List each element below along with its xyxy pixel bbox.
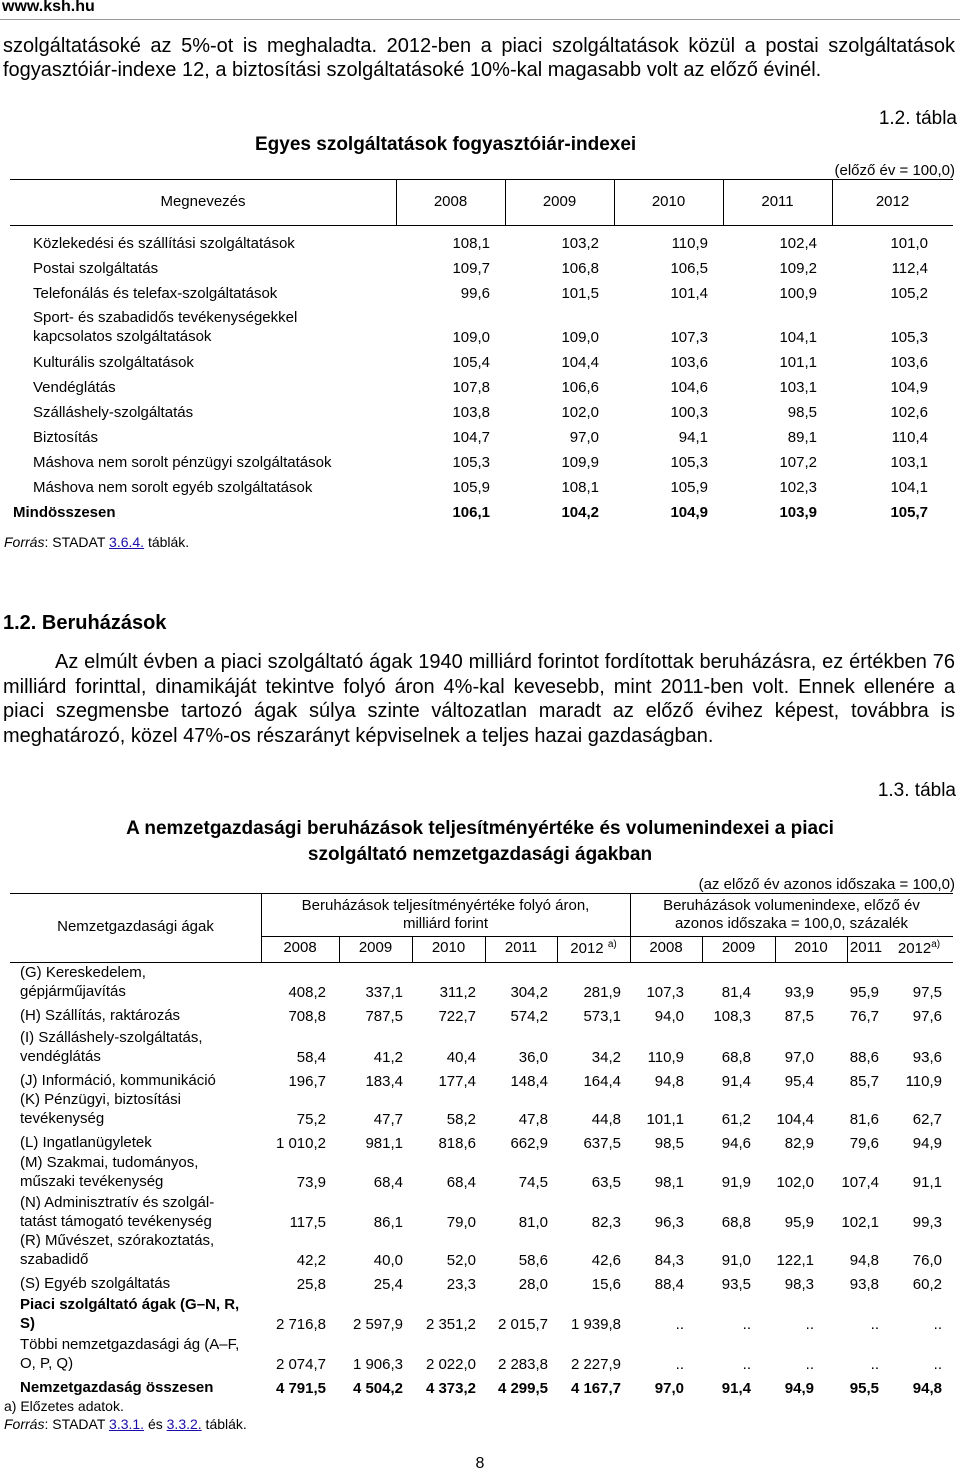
cell: 109,9 — [561, 454, 599, 471]
table1-year: 2010 — [651, 193, 686, 210]
table2-year: 2010 — [794, 939, 828, 956]
table2-footnote: a) Előzetes adatok. — [4, 1398, 124, 1414]
row-label: Máshova nem sorolt pénzügyi szolgáltatások — [33, 454, 332, 471]
cell: 88,4 — [654, 1276, 684, 1293]
table2-col-label: Nemzetgazdasági ágak — [57, 918, 214, 935]
cell: 2 022,0 — [425, 1356, 476, 1373]
cell: 105,3 — [670, 454, 708, 471]
row-label: (I) Szálláshely-szolgáltatás, vendéglátás — [20, 1029, 203, 1065]
row-label: (G) Kereskedelem, gépjárműjavítás — [20, 964, 146, 1000]
group-line: milliárd forint — [402, 915, 489, 932]
cell: 52,0 — [446, 1252, 476, 1269]
cell: 94,1 — [678, 429, 708, 446]
cell: 96,3 — [654, 1214, 684, 1231]
table2-year: 2009 — [721, 939, 756, 956]
cell: 44,8 — [591, 1111, 621, 1128]
cell: 42,6 — [591, 1252, 621, 1269]
cell: 91,4 — [721, 1380, 751, 1397]
cell: 104,4 — [776, 1111, 814, 1128]
table-row — [20, 961, 942, 1001]
stadat-link[interactable]: 3.3.1. — [109, 1416, 145, 1432]
cell: 95,5 — [849, 1380, 879, 1397]
cell: 98,5 — [787, 404, 817, 421]
cell: 177,4 — [438, 1073, 476, 1090]
cell: 637,5 — [583, 1135, 621, 1152]
table2-year: 2010 — [431, 939, 466, 956]
table1-header-rule — [10, 225, 953, 226]
cell: 108,1 — [561, 479, 599, 496]
cell: 1 906,3 — [352, 1356, 403, 1373]
table2-year: 2009 — [358, 939, 393, 956]
cell: 88,6 — [849, 1049, 879, 1066]
cell: 87,5 — [784, 1008, 814, 1025]
cell: 106,6 — [561, 379, 599, 396]
cell: 2 015,7 — [497, 1316, 548, 1333]
year-text: 2012 — [570, 940, 604, 957]
page-number: 8 — [475, 1455, 485, 1472]
cell: 93,6 — [912, 1049, 942, 1066]
table2-unit: (az előző év azonos időszaka = 100,0) — [698, 876, 955, 893]
row-label: (N) Adminisztratív és szolgál-tatást támogató tevékenység — [20, 1194, 215, 1230]
cell: 106,1 — [452, 504, 490, 521]
row-label: Postai szolgáltatás — [33, 260, 159, 277]
cell: 94,8 — [849, 1252, 879, 1269]
cell: 84,3 — [654, 1252, 684, 1269]
cell: 105,4 — [452, 354, 490, 371]
cell: 23,3 — [446, 1276, 476, 1293]
table-row — [10, 252, 928, 277]
cell: 196,7 — [288, 1073, 326, 1090]
cell: 102,0 — [776, 1174, 814, 1191]
cell: 61,2 — [721, 1111, 751, 1128]
row-label: (R) Művészet, szórakoztatás, szabadidő — [20, 1232, 215, 1268]
cell: .. — [675, 1356, 684, 1373]
table2-year: 2011 — [504, 939, 538, 956]
cell: 58,6 — [518, 1252, 548, 1269]
row-label: (S) Egyéb szolgáltatás — [20, 1275, 171, 1292]
table-row — [10, 396, 928, 421]
footnote-marker: a) — [607, 939, 617, 950]
cell: 4 791,5 — [275, 1380, 326, 1397]
cell: 103,1 — [779, 379, 817, 396]
cell: .. — [742, 1316, 751, 1333]
row-label: (H) Szállítás, raktározás — [20, 1007, 181, 1024]
cell: 40,0 — [373, 1252, 403, 1269]
table2-year: 2008 — [283, 939, 317, 956]
cell: 100,3 — [670, 404, 708, 421]
source-prefix: Forrás — [4, 534, 45, 550]
cell: 337,1 — [365, 984, 403, 1001]
cell: 93,8 — [849, 1276, 879, 1293]
cell: 94,0 — [654, 1008, 684, 1025]
cell: 981,1 — [365, 1135, 403, 1152]
table2-year: 2011 — [849, 939, 883, 956]
row-label-text: Sport- és szabadidős tevékenységekkel kapcsolatos szolgáltatások — [33, 309, 298, 345]
cell: 722,7 — [438, 1008, 476, 1025]
table-row — [20, 1333, 942, 1373]
cell: 73,9 — [296, 1174, 326, 1191]
cell: 101,1 — [779, 354, 817, 371]
table2-group-rule — [261, 936, 953, 937]
cell: 98,5 — [654, 1135, 684, 1152]
cell: 787,5 — [365, 1008, 403, 1025]
row-label: Szálláshely-szolgáltatás — [33, 404, 194, 421]
cell: 104,9 — [670, 504, 708, 521]
footnote-marker: a) — [931, 939, 941, 950]
table-row — [10, 346, 928, 371]
table1-year: 2012 — [875, 193, 910, 210]
cell: 107,3 — [646, 984, 684, 1001]
cell: 95,9 — [849, 984, 879, 1001]
source-text: : STADAT — [44, 1416, 110, 1432]
table-row — [20, 1293, 942, 1333]
section-heading: 1.2. Beruházások — [3, 612, 167, 634]
row-label: Biztosítás — [33, 429, 99, 446]
cell: 106,8 — [561, 260, 599, 277]
cell: 102,6 — [890, 404, 928, 421]
table-row — [20, 1001, 942, 1025]
cell: .. — [805, 1316, 814, 1333]
cell: 82,9 — [784, 1135, 814, 1152]
table1-body — [10, 227, 928, 521]
cell: 107,8 — [452, 379, 490, 396]
row-label: Kulturális szolgáltatások — [33, 354, 194, 371]
row-label: Nemzetgazdaság összesen — [20, 1379, 214, 1396]
table-row — [20, 1269, 942, 1293]
cell: 102,0 — [561, 404, 599, 421]
cell: 99,3 — [912, 1214, 942, 1231]
table-total-row — [10, 496, 928, 521]
cell: 103,1 — [890, 454, 928, 471]
cell: 25,4 — [373, 1276, 403, 1293]
cell: 97,0 — [784, 1049, 814, 1066]
cell: 97,6 — [912, 1008, 942, 1025]
cell: 82,3 — [591, 1214, 621, 1231]
cell: 112,4 — [891, 260, 928, 277]
cell: 183,4 — [365, 1073, 403, 1090]
row-label: Telefonálás és telefax-szolgáltatások — [33, 285, 278, 302]
cell: 2 351,2 — [425, 1316, 476, 1333]
cell: 62,7 — [912, 1111, 942, 1128]
site-url[interactable]: www.ksh.hu — [2, 0, 95, 15]
table2-year: 2008 — [649, 939, 683, 956]
cell: .. — [933, 1356, 942, 1373]
cell: 108,3 — [713, 1008, 751, 1025]
cell: 110,9 — [647, 1049, 684, 1066]
table-row — [20, 1025, 942, 1066]
table1-year: 2008 — [433, 193, 468, 210]
cell: 107,4 — [841, 1174, 879, 1191]
year-text: 2012 — [897, 940, 932, 957]
cell: 105,3 — [890, 329, 928, 346]
cell: 99,6 — [460, 285, 490, 302]
cell: 58,4 — [296, 1049, 326, 1066]
cell: 60,2 — [912, 1276, 942, 1293]
cell: 85,7 — [849, 1073, 879, 1090]
table2-title — [60, 816, 900, 868]
source-text: táblák. — [144, 534, 190, 550]
cell: 2 227,9 — [570, 1356, 621, 1373]
cell: 122,1 — [776, 1252, 814, 1269]
cell: 109,0 — [452, 329, 490, 346]
cell: 101,0 — [890, 235, 928, 252]
cell: 41,2 — [373, 1049, 403, 1066]
source-text: táblák. — [201, 1416, 247, 1432]
cell: 93,5 — [721, 1276, 751, 1293]
cell: 818,6 — [438, 1135, 476, 1152]
row-label — [10, 302, 408, 346]
table-row — [10, 302, 928, 346]
cell: 42,2 — [296, 1252, 326, 1269]
cell: 91,1 — [912, 1174, 942, 1191]
cell: 108,1 — [452, 235, 490, 252]
cell: 110,9 — [905, 1073, 942, 1090]
cell: 106,5 — [670, 260, 708, 277]
cell: 81,0 — [518, 1214, 548, 1231]
cell: 98,1 — [654, 1174, 684, 1191]
table2-group2 — [630, 897, 953, 933]
cell: 574,2 — [510, 1008, 548, 1025]
cell: 15,6 — [591, 1276, 621, 1293]
row-label: Piaci szolgáltató ágak (G–N, R, S) — [20, 1296, 240, 1332]
row-label: Máshova nem sorolt egyéb szolgáltatások — [33, 479, 313, 496]
table2-year — [885, 939, 953, 957]
table-row — [10, 227, 928, 252]
cell: 2 283,8 — [497, 1356, 548, 1373]
cell: 105,9 — [670, 479, 708, 496]
table2-title-line: A nemzetgazdasági beruházások teljesítményértéke és volumenindexei a piaci — [126, 818, 834, 839]
cell: 1 010,2 — [275, 1135, 326, 1152]
table2-number: 1.3. tábla — [877, 780, 956, 801]
row-label: (L) Ingatlanügyletek — [20, 1134, 152, 1151]
row-label: Vendéglátás — [33, 379, 116, 396]
row-label: (K) Pénzügyi, biztosítási tevékenység — [20, 1091, 181, 1127]
table-row — [10, 446, 928, 471]
cell: 25,8 — [296, 1276, 326, 1293]
table2-group1 — [261, 897, 630, 933]
cell: 34,2 — [591, 1049, 621, 1066]
cell: 81,6 — [849, 1111, 879, 1128]
group-line: Beruházások teljesítményértéke folyó áron, — [301, 897, 590, 914]
row-label: Többi nemzetgazdasági ág (A–F, O, P, Q) — [20, 1336, 240, 1372]
cell: 91,0 — [721, 1252, 751, 1269]
cell: 101,5 — [561, 285, 599, 302]
cell: 4 167,7 — [570, 1380, 621, 1397]
cell: 97,0 — [654, 1380, 684, 1397]
cell: 662,9 — [510, 1135, 548, 1152]
cell: 2 716,8 — [275, 1316, 326, 1333]
source-text: és — [144, 1416, 167, 1432]
table-row — [20, 1152, 942, 1191]
cell: 93,9 — [784, 984, 814, 1001]
table-row — [20, 1191, 942, 1231]
cell: .. — [675, 1316, 684, 1333]
cell: 109,0 — [561, 329, 599, 346]
cell: 104,9 — [890, 379, 928, 396]
cell: 103,8 — [452, 404, 490, 421]
table2-year — [557, 939, 630, 957]
cell: 164,4 — [583, 1073, 621, 1090]
cell: 107,2 — [779, 454, 817, 471]
table1-title: Egyes szolgáltatások fogyasztóiár-indexei — [255, 134, 637, 155]
cell: .. — [933, 1316, 942, 1333]
source-prefix: Forrás — [4, 1416, 45, 1432]
cell: 68,8 — [721, 1214, 751, 1231]
cell: 79,0 — [446, 1214, 476, 1231]
stadat-link[interactable]: 3.3.2. — [166, 1416, 202, 1432]
table-row — [10, 277, 928, 302]
table1-year: 2009 — [542, 193, 577, 210]
cell: 117,5 — [289, 1214, 326, 1231]
cell: 2 074,7 — [275, 1356, 326, 1373]
cell: 109,7 — [452, 260, 490, 277]
cell: 94,9 — [912, 1135, 942, 1152]
cell: .. — [870, 1316, 879, 1333]
cell: .. — [742, 1356, 751, 1373]
cell: 76,0 — [912, 1252, 942, 1269]
table1-number: 1.2. tábla — [878, 108, 957, 129]
cell: 40,4 — [446, 1049, 476, 1066]
row-label: (M) Szakmai, tudományos, műszaki tevékenység — [20, 1154, 199, 1190]
cell: 81,4 — [721, 984, 751, 1001]
cell: 97,5 — [912, 984, 942, 1001]
table-row — [10, 421, 928, 446]
cell: 47,7 — [373, 1111, 403, 1128]
stadat-link[interactable]: 3.6.4. — [109, 534, 145, 550]
cell: 68,4 — [373, 1174, 403, 1191]
cell: .. — [870, 1356, 879, 1373]
cell: 103,2 — [561, 235, 599, 252]
cell: 708,8 — [288, 1008, 326, 1025]
cell: 47,8 — [518, 1111, 548, 1128]
cell: .. — [805, 1356, 814, 1373]
cell: 4 504,2 — [352, 1380, 403, 1397]
header-divider — [0, 19, 960, 20]
table-row — [20, 1066, 942, 1090]
cell: 98,3 — [784, 1276, 814, 1293]
table1-year: 2011 — [761, 193, 794, 210]
cell: 76,7 — [849, 1008, 879, 1025]
cell: 94,8 — [654, 1073, 684, 1090]
cell: 95,4 — [784, 1073, 814, 1090]
cell: 104,6 — [670, 379, 708, 396]
cell: 79,6 — [849, 1135, 879, 1152]
cell: 63,5 — [591, 1174, 621, 1191]
cell: 28,0 — [518, 1276, 548, 1293]
intro-paragraph: szolgáltatásoké az 5%-ot is meghaladta. 2012-ben a piaci szolgáltatások közül a postai szolgáltatások fogyasztóiár-indexe 12, a biztosítási szolgáltatásoké 10%-kal magasabb volt az előző évinél. — [3, 35, 955, 81]
table1-col-label: Megnevezés — [160, 193, 246, 210]
cell: 102,1 — [841, 1214, 879, 1231]
cell: 58,2 — [446, 1111, 476, 1128]
cell: 68,8 — [721, 1049, 751, 1066]
cell: 104,7 — [452, 429, 490, 446]
cell: 105,9 — [452, 479, 490, 496]
cell: 100,9 — [779, 285, 817, 302]
table2-body — [20, 961, 942, 1397]
cell: 68,4 — [446, 1174, 476, 1191]
cell: 102,4 — [779, 235, 817, 252]
row-label: Közlekedési és szállítási szolgáltatások — [33, 235, 295, 252]
cell: 110,9 — [671, 235, 708, 252]
cell: 1 939,8 — [570, 1316, 621, 1333]
table2-top-rule — [10, 893, 953, 894]
table2-title-line: szolgáltató nemzetgazdasági ágakban — [307, 844, 653, 865]
table-row — [10, 371, 928, 396]
section-paragraph: Az elmúlt évben a piaci szolgáltató ágak 1940 milliárd forintot fordítottak beruházásra, ez értékben 76 milliárd forinttal, dinamikáját tekintve folyó áron 4%-kal kevesebb, mint 2011-ben volt. Ennek ellenére a piaci szegmensbe tartozó ágak súlya szinte változatlan maradt az előző évihez képest, továbbra is meghatározó, közel 47%-os részarányt képviselnek a teljes hazai gazdaságban. — [3, 651, 955, 747]
table-row — [20, 1128, 942, 1152]
cell: 105,7 — [890, 504, 928, 521]
cell: 2 597,9 — [352, 1316, 403, 1333]
table1-unit: (előző év = 100,0) — [834, 162, 955, 179]
table2-source — [4, 1416, 247, 1432]
cell: 97,0 — [569, 429, 599, 446]
row-label: Mindösszesen — [13, 504, 116, 521]
cell: 75,2 — [296, 1111, 326, 1128]
table-row — [10, 471, 928, 496]
cell: 573,1 — [583, 1008, 621, 1025]
cell: 311,2 — [439, 984, 476, 1001]
cell: 110,4 — [891, 429, 928, 446]
group-line: Beruházások volumenindexe, előző év — [663, 897, 920, 914]
cell: 101,4 — [670, 285, 708, 302]
cell: 104,1 — [890, 479, 928, 496]
row-label: (J) Információ, kommunikáció — [20, 1072, 216, 1089]
cell: 74,5 — [518, 1174, 548, 1191]
source-text: : STADAT — [44, 534, 110, 550]
cell: 4 373,2 — [425, 1380, 476, 1397]
table-total-row — [20, 1373, 942, 1397]
group-line: azonos időszaka = 100,0, százalék — [674, 915, 909, 932]
table1-source — [4, 534, 189, 550]
cell: 4 299,5 — [497, 1380, 548, 1397]
cell: 91,4 — [721, 1073, 751, 1090]
cell: 101,1 — [646, 1111, 684, 1128]
cell: 105,3 — [452, 454, 490, 471]
cell: 104,4 — [561, 354, 599, 371]
cell: 304,2 — [510, 984, 548, 1001]
table-row — [20, 1231, 942, 1269]
cell: 105,2 — [890, 285, 928, 302]
cell: 103,6 — [890, 354, 928, 371]
cell: 89,1 — [787, 429, 817, 446]
cell: 102,3 — [779, 479, 817, 496]
cell: 109,2 — [779, 260, 817, 277]
cell: 94,9 — [784, 1380, 814, 1397]
cell: 91,9 — [721, 1174, 751, 1191]
cell: 148,4 — [510, 1073, 548, 1090]
cell: 36,0 — [518, 1049, 548, 1066]
table1-top-rule — [10, 179, 953, 180]
cell: 104,2 — [561, 504, 599, 521]
cell: 94,8 — [912, 1380, 942, 1397]
cell: 107,3 — [670, 329, 708, 346]
cell: 103,6 — [670, 354, 708, 371]
cell: 94,6 — [721, 1135, 751, 1152]
table-row — [20, 1090, 942, 1128]
cell: 408,2 — [288, 984, 326, 1001]
cell: 281,9 — [583, 984, 621, 1001]
cell: 104,1 — [779, 329, 817, 346]
cell: 95,9 — [784, 1214, 814, 1231]
cell: 86,1 — [373, 1214, 403, 1231]
cell: 103,9 — [779, 504, 817, 521]
